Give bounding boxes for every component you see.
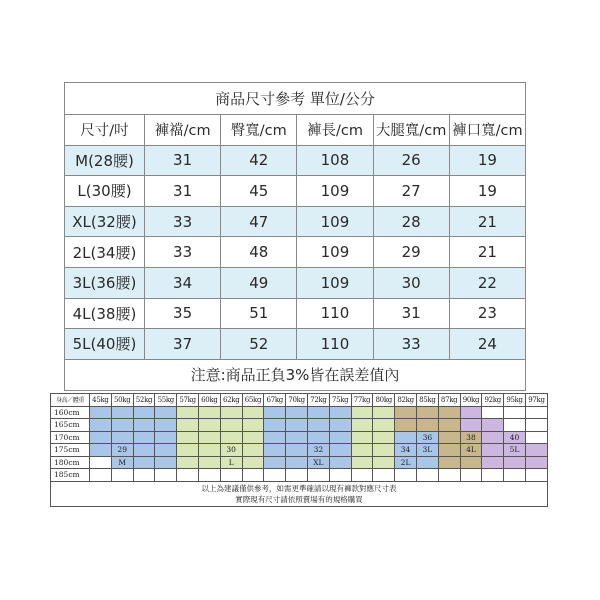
fit-cell: 30 bbox=[220, 444, 242, 457]
size-value-cell: 27 bbox=[373, 176, 449, 207]
fit-row bbox=[51, 469, 548, 482]
fit-cell bbox=[177, 419, 199, 432]
fit-cell bbox=[155, 469, 177, 482]
fit-cell bbox=[220, 469, 242, 482]
fit-cell bbox=[90, 406, 112, 419]
fit-cell bbox=[482, 444, 504, 457]
size-header-cell: 大腿寬/cm bbox=[373, 115, 449, 146]
fit-cell bbox=[351, 469, 373, 482]
size-row bbox=[65, 145, 526, 176]
size-header-cell: 褲長/cm bbox=[297, 115, 373, 146]
fit-cell bbox=[264, 419, 286, 432]
fit-cell: XL bbox=[307, 456, 329, 469]
fit-weight-header: 55kg bbox=[155, 394, 177, 407]
fit-cell bbox=[373, 456, 395, 469]
size-value-cell: 31 bbox=[373, 298, 449, 329]
fit-cell bbox=[329, 469, 351, 482]
fit-cell bbox=[133, 456, 155, 469]
size-value-cell: 52 bbox=[221, 329, 297, 360]
fit-cell bbox=[242, 419, 264, 432]
fit-weight-header: 70kg bbox=[286, 394, 308, 407]
fit-corner-cell: 身高／體重 bbox=[51, 394, 90, 407]
size-header-cell: 尺寸/吋 bbox=[65, 115, 145, 146]
size-value-cell: 33 bbox=[373, 329, 449, 360]
fit-cell bbox=[242, 444, 264, 457]
fit-cell bbox=[329, 419, 351, 432]
fit-cell bbox=[373, 406, 395, 419]
size-value-cell: 22 bbox=[449, 267, 525, 298]
fit-height-header: 170cm bbox=[51, 431, 90, 444]
fit-cell bbox=[264, 444, 286, 457]
fit-cell bbox=[351, 456, 373, 469]
fit-cell bbox=[504, 469, 526, 482]
fit-height-header: 185cm bbox=[51, 469, 90, 482]
size-label-cell: 5L(40腰) bbox=[65, 329, 145, 360]
size-value-cell: 31 bbox=[145, 145, 221, 176]
size-value-cell: 51 bbox=[221, 298, 297, 329]
fit-cell bbox=[198, 469, 220, 482]
fit-cell bbox=[416, 419, 438, 432]
fit-cell bbox=[525, 444, 547, 457]
fit-cell bbox=[416, 469, 438, 482]
size-value-cell: 108 bbox=[297, 145, 373, 176]
fit-cell bbox=[155, 444, 177, 457]
fit-weight-header: 72kg bbox=[307, 394, 329, 407]
footer-line-2: 實際現有尺寸請依照賣場有的規格購買 bbox=[235, 494, 363, 504]
fit-height-header: 175cm bbox=[51, 444, 90, 457]
fit-weight-header: 80kg bbox=[373, 394, 395, 407]
fit-weight-header: 75kg bbox=[329, 394, 351, 407]
size-row bbox=[65, 267, 526, 298]
fit-weight-header: 45kg bbox=[90, 394, 112, 407]
fit-cell bbox=[198, 444, 220, 457]
size-value-cell: 26 bbox=[373, 145, 449, 176]
fit-cell: 34 bbox=[395, 444, 417, 457]
fit-cell bbox=[133, 469, 155, 482]
size-value-cell: 33 bbox=[145, 237, 221, 268]
size-table-note: 注意:商品正負3%皆在誤差值內 bbox=[65, 359, 526, 390]
size-value-cell: 47 bbox=[221, 206, 297, 237]
fit-cell bbox=[329, 406, 351, 419]
fit-cell bbox=[373, 431, 395, 444]
fit-cell bbox=[111, 431, 133, 444]
fit-cell bbox=[395, 431, 417, 444]
fit-cell bbox=[504, 456, 526, 469]
fit-cell bbox=[351, 419, 373, 432]
fit-cell bbox=[351, 431, 373, 444]
fit-row bbox=[51, 431, 548, 444]
fit-cell bbox=[286, 469, 308, 482]
fit-cell bbox=[460, 456, 482, 469]
fit-cell bbox=[220, 406, 242, 419]
size-value-cell: 33 bbox=[145, 206, 221, 237]
size-value-cell: 109 bbox=[297, 237, 373, 268]
fit-cell bbox=[438, 469, 460, 482]
fit-cell bbox=[504, 406, 526, 419]
size-table-title: 商品尺寸參考 單位/公分 bbox=[65, 83, 526, 115]
size-label-cell: 4L(38腰) bbox=[65, 298, 145, 329]
size-table-header bbox=[65, 115, 526, 146]
fit-cell bbox=[198, 456, 220, 469]
fit-cell bbox=[482, 431, 504, 444]
fit-cell: L bbox=[220, 456, 242, 469]
fit-weight-header: 97kg bbox=[525, 394, 547, 407]
fit-cell: 40 bbox=[504, 431, 526, 444]
fit-row bbox=[51, 406, 548, 419]
fit-cell bbox=[286, 406, 308, 419]
size-reference-table bbox=[64, 82, 526, 391]
fit-cell bbox=[438, 419, 460, 432]
size-value-cell: 109 bbox=[297, 206, 373, 237]
fit-cell bbox=[460, 406, 482, 419]
fit-cell bbox=[111, 419, 133, 432]
fit-cell: 32 bbox=[307, 444, 329, 457]
fit-cell bbox=[177, 406, 199, 419]
size-value-cell: 109 bbox=[297, 176, 373, 207]
fit-cell bbox=[329, 444, 351, 457]
fit-header-row bbox=[51, 394, 548, 407]
fit-cell bbox=[438, 456, 460, 469]
size-label-cell: M(28腰) bbox=[65, 145, 145, 176]
fit-cell bbox=[373, 444, 395, 457]
footer-line-1: 以上為建議僅供參考，如需更準確請以現有褲款對應尺寸表 bbox=[201, 483, 397, 493]
fit-cell bbox=[307, 431, 329, 444]
fit-cell bbox=[177, 469, 199, 482]
height-weight-fit-table bbox=[50, 393, 548, 507]
fit-cell bbox=[307, 406, 329, 419]
fit-cell bbox=[460, 469, 482, 482]
size-value-cell: 19 bbox=[449, 176, 525, 207]
fit-cell bbox=[438, 431, 460, 444]
fit-cell bbox=[286, 419, 308, 432]
size-value-cell: 31 bbox=[145, 176, 221, 207]
fit-weight-header: 95kg bbox=[504, 394, 526, 407]
fit-cell bbox=[504, 419, 526, 432]
fit-cell bbox=[482, 406, 504, 419]
fit-cell bbox=[220, 419, 242, 432]
fit-cell bbox=[264, 431, 286, 444]
fit-row bbox=[51, 444, 548, 457]
fit-cell bbox=[264, 406, 286, 419]
fit-cell: M bbox=[111, 456, 133, 469]
fit-cell bbox=[482, 419, 504, 432]
fit-cell: 2L bbox=[395, 456, 417, 469]
fit-cell bbox=[286, 444, 308, 457]
fit-height-header: 165cm bbox=[51, 419, 90, 432]
fit-cell bbox=[155, 431, 177, 444]
size-header-cell: 褲襠/cm bbox=[145, 115, 221, 146]
fit-table-footer bbox=[51, 481, 548, 506]
size-value-cell: 28 bbox=[373, 206, 449, 237]
fit-cell bbox=[525, 406, 547, 419]
fit-weight-header: 90kg bbox=[460, 394, 482, 407]
fit-cell bbox=[416, 406, 438, 419]
fit-cell bbox=[198, 419, 220, 432]
size-label-cell: L(30腰) bbox=[65, 176, 145, 207]
size-row bbox=[65, 176, 526, 207]
size-value-cell: 45 bbox=[221, 176, 297, 207]
fit-weight-header: 82kg bbox=[395, 394, 417, 407]
fit-cell bbox=[198, 406, 220, 419]
fit-weight-header: 50kg bbox=[111, 394, 133, 407]
fit-cell: 3L bbox=[416, 444, 438, 457]
fit-cell bbox=[525, 431, 547, 444]
fit-cell bbox=[242, 431, 264, 444]
fit-weight-header: 77kg bbox=[351, 394, 373, 407]
fit-cell bbox=[90, 431, 112, 444]
size-label-cell: 2L(34腰) bbox=[65, 237, 145, 268]
fit-weight-header: 85kg bbox=[416, 394, 438, 407]
fit-weight-header: 65kg bbox=[242, 394, 264, 407]
size-value-cell: 49 bbox=[221, 267, 297, 298]
fit-height-header: 160cm bbox=[51, 406, 90, 419]
size-value-cell: 35 bbox=[145, 298, 221, 329]
size-value-cell: 21 bbox=[449, 237, 525, 268]
fit-cell bbox=[373, 419, 395, 432]
size-value-cell: 110 bbox=[297, 298, 373, 329]
size-header-cell: 褲口寬/cm bbox=[449, 115, 525, 146]
fit-cell bbox=[329, 456, 351, 469]
fit-cell bbox=[111, 469, 133, 482]
fit-cell bbox=[351, 406, 373, 419]
fit-cell bbox=[155, 406, 177, 419]
fit-cell bbox=[525, 469, 547, 482]
size-value-cell: 110 bbox=[297, 329, 373, 360]
size-value-cell: 21 bbox=[449, 206, 525, 237]
fit-weight-header: 87kg bbox=[438, 394, 460, 407]
fit-cell bbox=[264, 456, 286, 469]
fit-cell bbox=[351, 444, 373, 457]
fit-row bbox=[51, 456, 548, 469]
fit-cell bbox=[395, 406, 417, 419]
size-value-cell: 23 bbox=[449, 298, 525, 329]
size-value-cell: 30 bbox=[373, 267, 449, 298]
fit-cell bbox=[198, 431, 220, 444]
fit-cell bbox=[460, 419, 482, 432]
fit-cell bbox=[264, 469, 286, 482]
fit-weight-header: 92kg bbox=[482, 394, 504, 407]
size-value-cell: 34 bbox=[145, 267, 221, 298]
fit-cell bbox=[438, 406, 460, 419]
fit-weight-header: 52kg bbox=[133, 394, 155, 407]
fit-cell bbox=[286, 456, 308, 469]
fit-cell: 5L bbox=[504, 444, 526, 457]
fit-weight-header: 62kg bbox=[220, 394, 242, 407]
fit-cell bbox=[242, 406, 264, 419]
fit-cell bbox=[482, 456, 504, 469]
fit-cell bbox=[177, 456, 199, 469]
size-value-cell: 37 bbox=[145, 329, 221, 360]
fit-cell bbox=[525, 419, 547, 432]
size-value-cell: 109 bbox=[297, 267, 373, 298]
fit-cell bbox=[482, 469, 504, 482]
fit-cell bbox=[307, 469, 329, 482]
fit-cell bbox=[133, 444, 155, 457]
size-label-cell: 3L(36腰) bbox=[65, 267, 145, 298]
fit-cell bbox=[525, 456, 547, 469]
fit-cell bbox=[242, 456, 264, 469]
fit-cell bbox=[373, 469, 395, 482]
fit-cell bbox=[133, 406, 155, 419]
fit-cell bbox=[133, 431, 155, 444]
fit-cell bbox=[438, 444, 460, 457]
size-value-cell: 19 bbox=[449, 145, 525, 176]
fit-cell bbox=[111, 406, 133, 419]
fit-cell bbox=[90, 456, 112, 469]
fit-cell bbox=[90, 469, 112, 482]
size-row bbox=[65, 329, 526, 360]
fit-row bbox=[51, 419, 548, 432]
fit-cell bbox=[307, 419, 329, 432]
fit-cell: 29 bbox=[111, 444, 133, 457]
fit-cell bbox=[220, 431, 242, 444]
size-row bbox=[65, 298, 526, 329]
fit-cell bbox=[395, 469, 417, 482]
fit-cell bbox=[286, 431, 308, 444]
fit-cell bbox=[90, 444, 112, 457]
fit-cell bbox=[90, 419, 112, 432]
size-label-cell: XL(32腰) bbox=[65, 206, 145, 237]
fit-cell bbox=[242, 469, 264, 482]
fit-cell bbox=[155, 456, 177, 469]
fit-cell bbox=[155, 419, 177, 432]
size-value-cell: 48 bbox=[221, 237, 297, 268]
fit-weight-header: 67kg bbox=[264, 394, 286, 407]
fit-cell bbox=[416, 456, 438, 469]
size-row bbox=[65, 237, 526, 268]
size-value-cell: 24 bbox=[449, 329, 525, 360]
fit-cell bbox=[177, 444, 199, 457]
fit-cell bbox=[133, 419, 155, 432]
size-header-cell: 臀寬/cm bbox=[221, 115, 297, 146]
size-value-cell: 42 bbox=[221, 145, 297, 176]
fit-cell: 36 bbox=[416, 431, 438, 444]
fit-cell bbox=[395, 419, 417, 432]
fit-weight-header: 60kg bbox=[198, 394, 220, 407]
fit-cell: 38 bbox=[460, 431, 482, 444]
size-value-cell: 29 bbox=[373, 237, 449, 268]
fit-cell bbox=[329, 431, 351, 444]
fit-cell: 4L bbox=[460, 444, 482, 457]
size-row bbox=[65, 206, 526, 237]
fit-weight-header: 57kg bbox=[177, 394, 199, 407]
fit-height-header: 180cm bbox=[51, 456, 90, 469]
fit-cell bbox=[177, 431, 199, 444]
